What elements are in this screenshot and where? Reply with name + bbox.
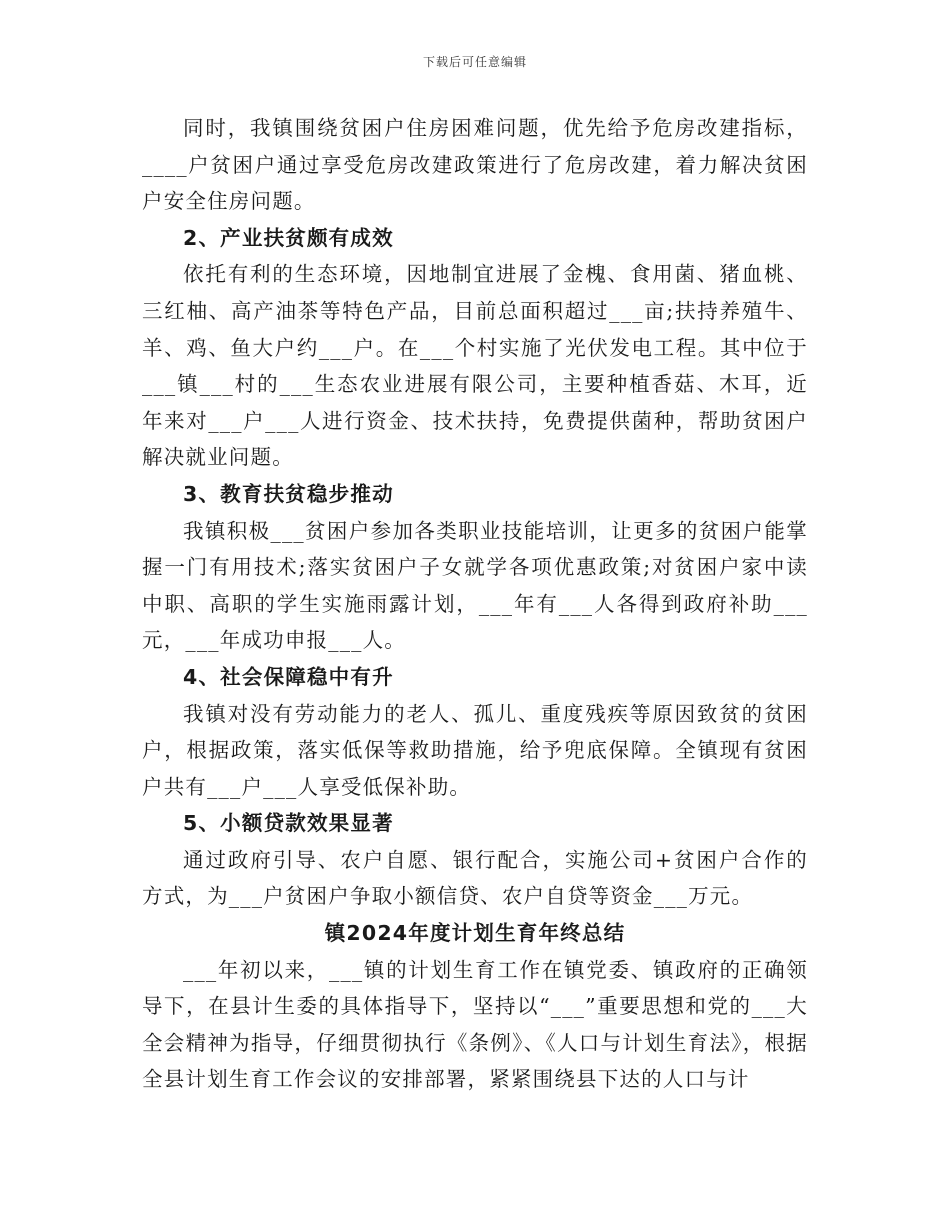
document-body: [142, 110, 808, 1098]
section-heading-microloan: 5、小额贷款效果显著: [183, 811, 394, 836]
section-paragraph-industry: 依托有利的生态环境，因地制宜进展了金槐、食用菌、猪血桃、三红柚、高产油茶等特色产品，目前总面积超过___亩;扶持养殖牛、羊、鸡、鱼大户约___户。在___个村实施了光伏发电工程。其中位于___镇___村的___生态农业进展有限公司，主要种植香菇、木耳，近年来对___户___人进行资金、技术扶持，免费提供菌种，帮助贫困户解决就业问题。: [142, 262, 808, 470]
document-opening-paragraph: ___年初以来，___镇的计划生育工作在镇党委、镇政府的正确领导下，在县计生委的具体指导下，坚持以“___”重要思想和党的___大全会精神为指导，仔细贯彻执行《条例》、《人口与计划生育法》，根据全县计划生育工作会议的安排部署，紧紧围绕县下达的人口与计: [142, 957, 808, 1092]
header-note: 下载后可任意编辑: [422, 55, 527, 69]
section-paragraph-education: 我镇积极___贫困户参加各类职业技能培训，让更多的贫困户能掌握一门有用技术;落实贫困户子女就学各项优惠政策;对贫困户家中读中职、高职的学生实施雨露计划，___年有___人各得到政府补助___元，___年成功申报___人。: [142, 518, 808, 653]
section-heading-industry: 2、产业扶贫颇有成效: [183, 225, 394, 250]
section-paragraph-social-security: 我镇对没有劳动能力的老人、孤儿、重度残疾等原因致贫的贫困户，根据政策，落实低保等救助措施，给予兜底保障。全镇现有贫困户共有___户___人享受低保补助。: [142, 701, 808, 799]
section-heading-social-security: 4、社会保障稳中有升: [183, 664, 394, 689]
intro-paragraph: 同时，我镇围绕贫困户住房困难问题，优先给予危房改建指标，____户贫困户通过享受危房改建政策进行了危房改建，着力解决贫困户安全住房问题。: [142, 116, 808, 214]
document-title: 镇2024年度计划生育年终总结: [324, 921, 626, 946]
section-heading-education: 3、教育扶贫稳步推动: [183, 481, 394, 506]
section-paragraph-microloan: 通过政府引导、农户自愿、银行配合，实施公司+贫困户合作的方式，为___户贫困户争取小额信贷、农户自贷等资金___万元。: [142, 847, 808, 909]
